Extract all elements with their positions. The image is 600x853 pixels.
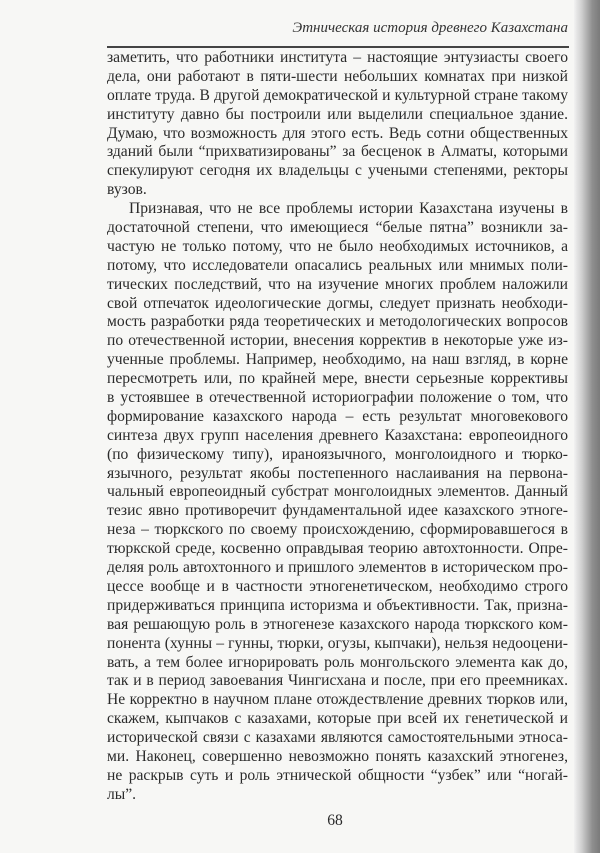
text-line: вая решающую роль в этногенезе казахского народа тюркского ком- <box>107 615 568 633</box>
text-line: язычного, результат якобы постепенного наслаивания на первона- <box>107 464 568 482</box>
text-line: дела, они работают в пяти-шести небольших комнатах при низкой <box>107 67 568 85</box>
text-line: не раскрыв суть и роль этнической общности “узбек” или “ногай- <box>107 766 568 784</box>
text-line: институту давно бы построили или выделили специальное здание. <box>107 105 568 123</box>
text-line: в устоявшее в отечественной историографии положение о том, что <box>107 389 568 407</box>
text-line: скажем, кыпчаков с казахами, которые при всей их генетической и <box>107 710 568 728</box>
text-line: чальный европеоидный субстрат монголоидных элементов. Данный <box>107 483 568 501</box>
text-line: тезис явно противоречит фундаментальной идее казахского этноге- <box>107 502 568 520</box>
text-line: спекулируют сегодня их владельцы с учеными степенями, ректоры <box>107 162 568 180</box>
text-line: пересмотреть или, по крайней мере, внести серьезные коррективы <box>107 370 568 388</box>
text-line: свой отпечаток идеологические догмы, следует признать необходи- <box>107 294 568 312</box>
running-header: Этническая история древнего Казахстана <box>292 20 568 36</box>
text-line: исторической связи с казахами являются самостоятельными этноса- <box>107 729 568 747</box>
text-line: тических последствий, что на изучение многих проблем наложили <box>107 275 568 293</box>
text-line: вать, а тем более игнорировать роль монгольского элемента как до, <box>107 653 568 671</box>
text-line: придерживаться принципа историзма и объективности. Так, призна- <box>107 596 568 614</box>
text-line: ученные проблемы. Например, необходимо, на наш взгляд, в корне <box>107 351 568 369</box>
text-line: мость разработки ряда теоретических и методологических вопросов <box>107 313 568 331</box>
text-line: по отечественной истории, внесения корректив в некоторые уже из- <box>107 332 568 350</box>
text-line: (по физическому типу), ираноязычного, монголоидного и тюрко- <box>107 445 568 463</box>
text-line: зданий были “прихватизированы” за бесценок в Алматы, которыми <box>107 143 568 161</box>
text-line: Не корректно в научном плане отождествление древних тюрков или, <box>107 691 568 709</box>
text-line: ми. Наконец, совершенно невозможно понять казахский этногенез, <box>107 747 568 765</box>
header-rule <box>107 46 569 48</box>
text-line: формирование казахского народа – есть результат многовекового <box>107 407 568 425</box>
page-number: 68 <box>327 812 343 829</box>
text-line: потому, что исследователи опасались реальных или мнимых поли- <box>107 256 568 274</box>
text-line: понента (хунны – гунны, тюрки, огузы, кыпчаки), нельзя недооцени- <box>107 634 568 652</box>
text-line: частую не только потому, что не было необходимых источников, а <box>107 237 568 255</box>
text-line: вузов. <box>107 181 147 199</box>
text-line: достаточной степени, что имеющиеся “белые пятна” возникли за- <box>107 219 568 237</box>
paragraph <box>107 49 568 200</box>
text-line: неза – тюркского по своему происхождению, сформировавшегося в <box>107 521 568 539</box>
page-body <box>107 49 568 805</box>
text-line: так и в период завоевания Чингисхана и после, при его преемниках. <box>107 672 568 690</box>
text-line: тюркской среде, косвенно оправдывая теорию автохтонности. Опре- <box>107 540 568 558</box>
text-line: цессе вообще и в частности этногенетическом, необходимо строго <box>107 577 568 595</box>
text-line: заметить, что работники института – настоящие энтузиасты своего <box>107 49 568 66</box>
text-line: лы”. <box>107 785 137 803</box>
text-line: деляя роль автохтонного и пришлого элементов в историческом про- <box>107 559 568 577</box>
book-binding-shadow <box>574 0 600 853</box>
text-line: оплате труда. В другой демократической и культурной стране такому <box>107 86 568 104</box>
text-line: Признавая, что не все проблемы истории Казахстана изучены в <box>129 200 568 218</box>
text-line: синтеза двух групп населения древнего Казахстана: европеоидного <box>107 426 568 444</box>
text-line: Думаю, что возможность для этого есть. Ведь сотни общественных <box>107 124 568 142</box>
paragraph <box>107 200 568 805</box>
